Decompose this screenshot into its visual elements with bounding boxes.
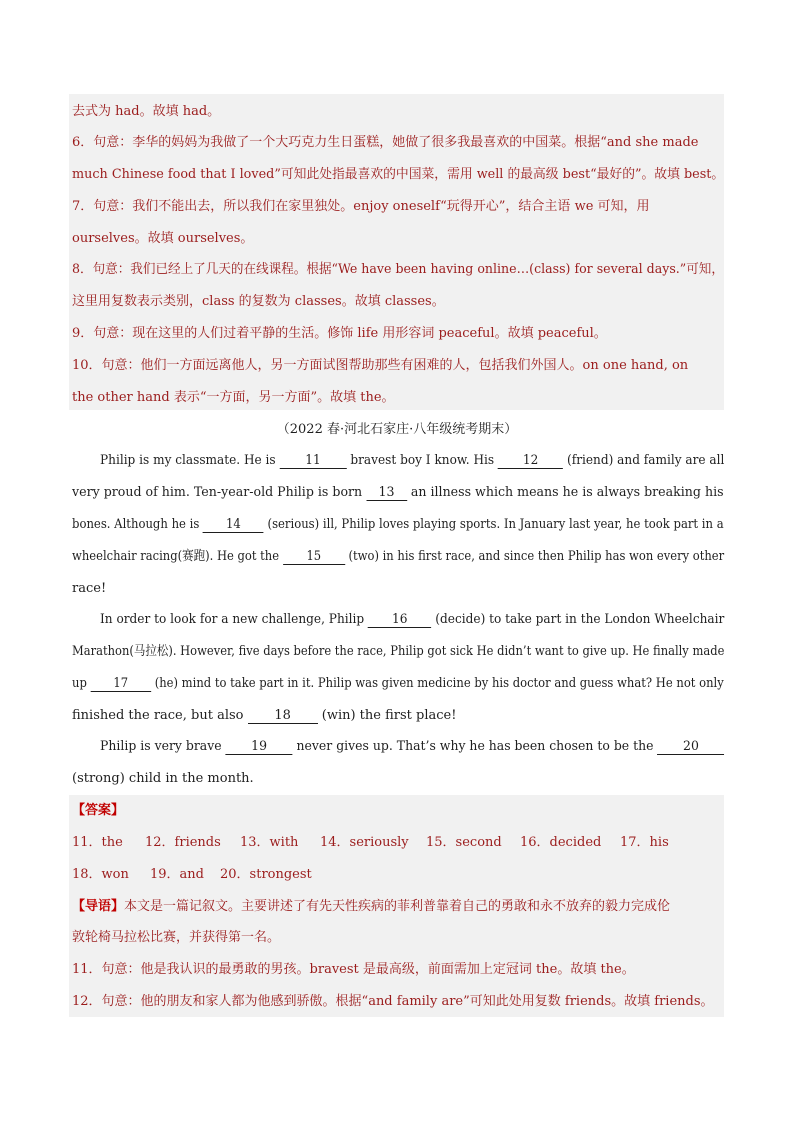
answers-row-1: [72, 834, 669, 852]
answer-label: [72, 802, 124, 820]
blank-12[interactable]: 12: [498, 453, 563, 469]
answer-item: 13．with: [240, 835, 299, 850]
passage-line: [72, 548, 724, 566]
passage-line: [100, 452, 724, 470]
passage-text: (decide) to take part in the London Wheelchair: [431, 612, 725, 627]
answer-item: 19．and: [150, 867, 204, 882]
passage-text: up: [72, 676, 91, 691]
passage-text: (he) mind to take part in it. Philip was given medicine by his doctor and guess what? He not only: [151, 676, 724, 691]
explanation-line: much Chinese food that I loved”可知此处指最喜欢的中国菜，需用 well 的最高级 best“最好的”。故填 best。: [72, 167, 725, 182]
answer-heading: 【答案】: [72, 803, 125, 818]
passage-text: very proud of him. Ten-year-old Philip is born: [72, 485, 367, 500]
blank-13[interactable]: 13: [366, 485, 407, 501]
blank-17[interactable]: 17: [91, 676, 151, 692]
passage-text: (serious) ill, Philip loves playing sports. In January last year, he took part in a: [263, 517, 724, 532]
guide-heading: 【导语】: [72, 899, 125, 914]
passage-line: [72, 707, 456, 725]
passage-line: [100, 738, 724, 756]
answer-item: 16．decided: [520, 835, 602, 850]
blank-11[interactable]: 11: [279, 453, 346, 469]
explanation-line: 12．句意：他的朋友和家人都为他感到骄傲。根据“and family are”可知此处用复数 friends。故填 friends。: [72, 994, 714, 1009]
answer-item: 17．his: [620, 835, 669, 850]
passage-text: never gives up. That’s why he has been chosen to be the: [292, 739, 658, 754]
blank-14[interactable]: 14: [203, 517, 264, 533]
passage-text: (two) in his first race, and since then Philip has won every other: [344, 549, 725, 564]
explanation-line: the other hand 表示“一方面，另一方面”。故填 the。: [72, 390, 395, 405]
blank-16[interactable]: 16: [368, 612, 431, 628]
passage-text: Philip is very brave: [100, 739, 226, 754]
explanation-line: ourselves。故填 ourselves。: [72, 231, 254, 246]
answer-item: 18．won: [72, 867, 129, 882]
answer-item: 14．seriously: [320, 835, 409, 850]
source-heading: （2022 春·河北石家庄·八年级统考期末）: [276, 422, 518, 437]
explanation-line: 8．句意：我们已经上了几天的在线课程。根据“We have been having online…(class) for several days.”可知，: [72, 262, 724, 277]
passage-text: an illness which means he is always breaking his: [406, 485, 724, 500]
passage-text: bravest boy I know. His: [346, 453, 498, 468]
explanation-line: 7．句意：我们不能出去，所以我们在家里独处。enjoy oneself“玩得开心”，结合主语 we 可知，用: [72, 199, 650, 214]
passage-line: Marathon(马拉松). However, five days before the race, Philip got sick He didn’t want to give up. He finally made: [72, 644, 725, 659]
passage-text: (win) the first place!: [317, 708, 457, 723]
passage-line: [100, 611, 724, 629]
passage-line: [72, 675, 724, 693]
explanation-line: 9．句意：现在这里的人们过着平静的生活。修饰 life 用形容词 peaceful。故填 peaceful。: [72, 326, 607, 341]
guide-line: [72, 898, 670, 916]
passage-line: (strong) child in the month.: [72, 771, 254, 786]
passage-text: In order to look for a new challenge, Philip: [100, 612, 369, 627]
blank-15[interactable]: 15: [283, 549, 345, 565]
passage-text: wheelchair racing(赛跑). He got the: [72, 549, 283, 564]
blank-20[interactable]: 20: [657, 739, 724, 755]
passage-text: finished the race, but also: [72, 708, 248, 723]
explanation-line: 这里用复数表示类别，class 的复数为 classes。故填 classes。: [72, 294, 445, 309]
explanation-line: 10．句意：他们一方面远离他人，另一方面试图帮助那些有困难的人，包括我们外国人。on one hand, on: [72, 358, 689, 373]
passage-line: [72, 484, 724, 502]
passage-text: (friend) and family are all: [563, 453, 725, 468]
blank-18[interactable]: 18: [248, 708, 318, 724]
explanation-line: 11．句意：他是我认识的最勇敢的男孩。bravest 是最高级，前面需加上定冠词 the。故填 the。: [72, 962, 635, 977]
answer-item: 20．strongest: [220, 867, 312, 882]
passage-text: bones. Although he is: [72, 517, 204, 532]
guide-text: 本文是一篇记叙文。主要讲述了有先天性疾病的菲利普靠着自己的勇敢和永不放弃的毅力完成伦: [124, 899, 671, 914]
explanation-line: 6．句意：李华的妈妈为我做了一个大巧克力生日蛋糕，她做了很多我最喜欢的中国菜。根据“and she made: [72, 135, 699, 150]
answer-item: 11．the: [72, 835, 123, 850]
blank-19[interactable]: 19: [226, 739, 293, 755]
explanation-line: 去式为 had。故填 had。: [72, 104, 221, 119]
answer-item: 15．second: [426, 835, 502, 850]
answers-row-2: [72, 866, 312, 884]
answer-item: 12．friends: [145, 835, 221, 850]
passage-line: [72, 516, 724, 534]
passage-line: race!: [72, 581, 107, 596]
passage-text: Philip is my classmate. He is: [100, 453, 280, 468]
guide-line: 敦轮椅马拉松比赛，并获得第一名。: [72, 930, 281, 945]
